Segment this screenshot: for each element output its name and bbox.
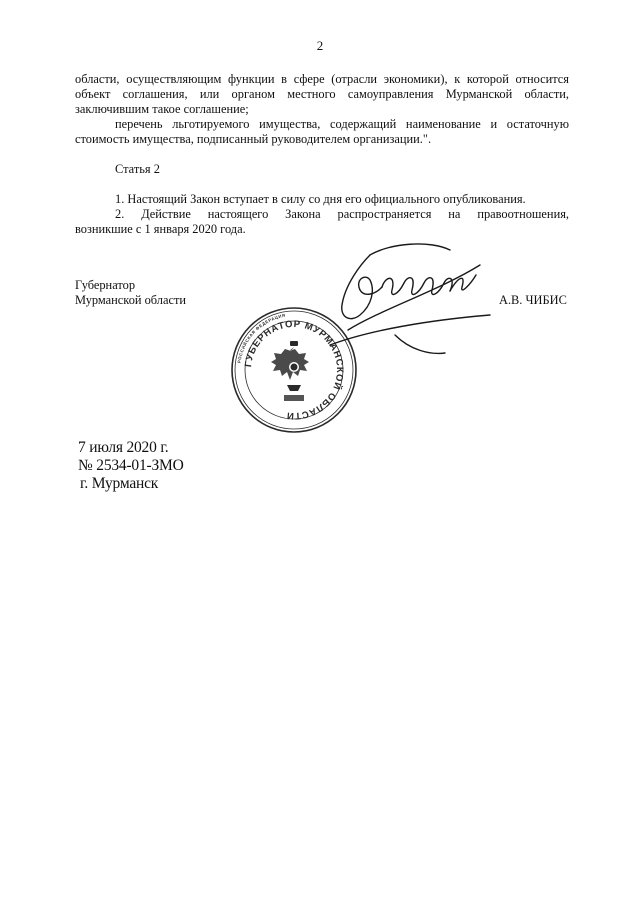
article-title: Статья 2 [115,162,160,176]
article-item-2-line-1: 2. Действие настоящего Закона распространяется на правоотношения, [115,207,569,221]
article-item-2-line-2: возникшие с 1 января 2020 года. [75,222,246,236]
seal-outer-text: РОССИЙСКАЯ ФЕДЕРАЦИЯ [236,312,286,364]
law-number: № 2534-01-ЗМО [78,457,184,474]
page-number: 2 [316,38,324,53]
paragraph-1-line-1: области, осуществляющим функции в сфере (отрасли экономики), к которой относится [75,72,569,86]
paragraph-2-line-1: перечень льготируемого имущества, содержащий наименование и остаточную [115,117,569,131]
paragraph-2-line-2: стоимость имущества, подписанный руководителем организации.". [75,132,432,146]
law-city: г. Мурманск [80,475,159,492]
article-item-1: 1. Настоящий Закон вступает в силу со дня его официального опубликования. [115,192,526,206]
signer-position-line-2: Мурманской области [75,293,187,307]
law-date: 7 июля 2020 г. [78,439,169,456]
seal-inner-text: ГУБЕРНАТОР МУРМАНСКОЙ ОБЛАСТИ [243,318,346,422]
signer-name: А.В. ЧИБИС [499,293,567,307]
seal-bottom-mark [284,395,304,401]
signer-position-line-1: Губернатор [75,278,136,292]
paragraph-1-line-2: объект соглашения, или органом местного самоуправления Мурманской области, [75,87,569,101]
handwritten-signature [300,235,500,375]
paragraph-1-line-3: заключившим такое соглашение; [75,102,249,116]
